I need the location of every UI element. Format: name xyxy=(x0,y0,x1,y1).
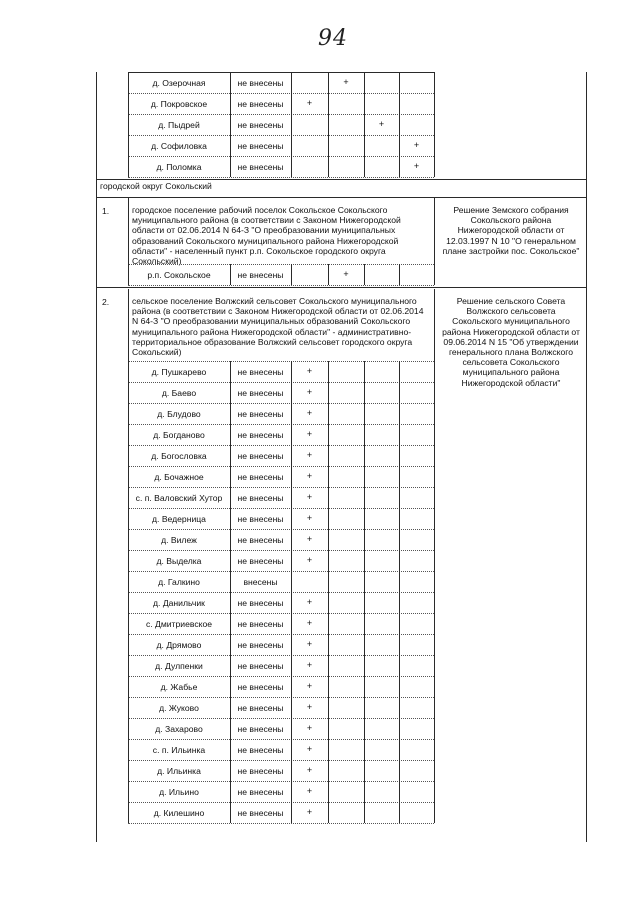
settlement-name: д. Дулпенки xyxy=(155,660,203,671)
table-border xyxy=(128,403,434,404)
mark-plus: + xyxy=(306,806,313,817)
status-value: не внесены xyxy=(237,269,284,280)
settlement-name: д. Пушкарево xyxy=(151,366,207,377)
settlement-name: д. Покровское xyxy=(150,98,208,109)
table-border xyxy=(230,72,231,177)
table-border xyxy=(128,802,434,803)
status-value: не внесены xyxy=(237,744,284,755)
table-border xyxy=(328,72,329,177)
status-value: не внесены xyxy=(237,492,284,503)
mark-plus: + xyxy=(306,701,313,712)
entry-decision: Решение сельского Совета Волжского сельсовета Сокольского муниципального района Нижегородской области от 09.06.2014 N 15 "Об утверждении генерального плана Волжского сельсовета Сокольского муниципального района Нижегородской области" xyxy=(442,296,580,388)
settlement-name: д. Озерочная xyxy=(152,77,206,88)
table-border xyxy=(328,361,329,823)
status-value: не внесены xyxy=(237,639,284,650)
mark-plus: + xyxy=(306,512,313,523)
status-value: не внесены xyxy=(237,534,284,545)
table-border xyxy=(128,72,434,73)
table-border xyxy=(230,361,231,823)
mark-plus: + xyxy=(306,533,313,544)
table-border xyxy=(434,198,435,285)
mark-plus: + xyxy=(306,680,313,691)
mark-plus: + xyxy=(306,659,313,670)
table-border xyxy=(128,760,434,761)
table-border xyxy=(128,382,434,383)
status-value: не внесены xyxy=(237,98,284,109)
settlement-name: р.п. Сокольское xyxy=(147,269,211,280)
table-border xyxy=(96,72,97,842)
table-border xyxy=(399,361,400,823)
settlement-name: д. Выделка xyxy=(156,555,202,566)
table-border xyxy=(291,361,292,823)
table-border xyxy=(230,264,231,285)
status-value: не внесены xyxy=(237,429,284,440)
mark-plus: + xyxy=(306,638,313,649)
table-border xyxy=(128,156,434,157)
table-border xyxy=(128,823,434,824)
settlement-name: д. Жабье xyxy=(160,681,198,692)
status-value: не внесены xyxy=(237,555,284,566)
mark-plus: + xyxy=(413,160,420,171)
table-border xyxy=(128,177,434,178)
settlement-name: д. Пыдрей xyxy=(158,119,200,130)
mark-plus: + xyxy=(306,386,313,397)
table-border xyxy=(128,571,434,572)
table-border xyxy=(128,72,129,177)
table-border xyxy=(96,179,586,180)
status-value: не внесены xyxy=(237,119,284,130)
table-border xyxy=(128,655,434,656)
mark-plus: + xyxy=(306,743,313,754)
mark-plus: + xyxy=(343,76,349,87)
table-border xyxy=(328,264,329,285)
status-value: не внесены xyxy=(237,77,284,88)
settlement-name: д. Ведерница xyxy=(152,513,206,524)
mark-plus: + xyxy=(306,365,313,376)
status-value: не внесены xyxy=(237,408,284,419)
table-border xyxy=(291,72,292,177)
table-border xyxy=(399,264,400,285)
table-border xyxy=(364,264,365,285)
table-border xyxy=(291,264,292,285)
table-border xyxy=(128,739,434,740)
status-value: не внесены xyxy=(237,786,284,797)
entry-decision: Решение Земского собрания Сокольского района Нижегородской области от 12.03.1997 N 10 "О генеральном плане застройки пос. Сокольское" xyxy=(442,205,580,256)
settlement-name: д. Блудово xyxy=(157,408,201,419)
mark-plus: + xyxy=(413,139,420,150)
mark-plus: + xyxy=(343,268,349,279)
settlement-name: д. Дрямово xyxy=(156,639,202,650)
table-border xyxy=(128,466,434,467)
settlement-name: д. Захарово xyxy=(155,723,203,734)
status-value: не внесены xyxy=(237,723,284,734)
mark-plus: + xyxy=(306,596,313,607)
page-number: 94 xyxy=(318,26,348,51)
table-border xyxy=(96,287,586,288)
mark-plus: + xyxy=(306,470,313,481)
status-value: не внесены xyxy=(237,513,284,524)
settlement-name: д. Софиловка xyxy=(151,140,207,151)
status-value: не внесены xyxy=(237,366,284,377)
table-border xyxy=(128,264,434,265)
settlement-name: д. Ильино xyxy=(159,786,199,797)
mark-plus: + xyxy=(306,722,313,733)
table-border xyxy=(434,289,435,823)
table-border xyxy=(128,198,129,285)
mark-plus: + xyxy=(306,554,313,565)
table-border xyxy=(128,508,434,509)
settlement-name: с. п. Ильинка xyxy=(152,744,206,755)
table-border xyxy=(128,529,434,530)
table-border xyxy=(128,676,434,677)
mark-plus: + xyxy=(306,449,313,460)
table-border xyxy=(128,424,434,425)
entry-number: 1. xyxy=(102,206,110,216)
settlement-name: д. Галкино xyxy=(158,576,200,587)
mark-plus: + xyxy=(306,617,313,628)
status-value: не внесены xyxy=(237,387,284,398)
settlement-name: д. Вилеж xyxy=(161,534,197,545)
table-border xyxy=(128,114,434,115)
entry-number: 2. xyxy=(102,297,110,307)
settlement-name: с. п. Валовский Хутор xyxy=(135,492,223,503)
settlement-name: д. Бочажное xyxy=(154,471,204,482)
table-border xyxy=(434,72,435,177)
settlement-name: д. Килешино xyxy=(153,807,205,818)
status-value: не внесены xyxy=(237,161,284,172)
table-border xyxy=(128,718,434,719)
table-border xyxy=(128,289,129,823)
status-value: не внесены xyxy=(237,807,284,818)
table-border xyxy=(128,487,434,488)
settlement-name: д. Богословка xyxy=(151,450,207,461)
table-border xyxy=(586,72,587,842)
mark-plus: + xyxy=(306,785,313,796)
mark-plus: + xyxy=(306,764,313,775)
status-value: внесены xyxy=(243,576,278,587)
mark-plus: + xyxy=(378,118,385,129)
entry-description: городское поселение рабочий поселок Сокольское Сокольского муниципального района (в соответствии с Законом Нижегородской области от 02.06.2014 N 64-З "О преобразовании муниципальных образований Сокольского муниципального района Нижегородской области" - населенный пункт р.п. Сокольское городского округа Сокольский) xyxy=(132,205,401,267)
status-value: не внесены xyxy=(237,471,284,482)
table-border xyxy=(399,72,400,177)
table-border xyxy=(128,634,434,635)
table-border xyxy=(364,361,365,823)
settlement-name: д. Ильинка xyxy=(157,765,201,776)
table-border xyxy=(364,72,365,177)
status-value: не внесены xyxy=(237,140,284,151)
status-value: не внесены xyxy=(237,597,284,608)
status-value: не внесены xyxy=(237,702,284,713)
table-border xyxy=(128,592,434,593)
mark-plus: + xyxy=(306,407,313,418)
settlement-name: д. Богданово xyxy=(153,429,205,440)
settlement-name: с. Дмитриевское xyxy=(145,618,213,629)
table-border xyxy=(128,361,434,362)
mark-plus: + xyxy=(306,97,313,108)
status-value: не внесены xyxy=(237,765,284,776)
mark-plus: + xyxy=(306,491,313,502)
settlement-name: д. Поломка xyxy=(156,161,202,172)
table-border xyxy=(128,550,434,551)
status-value: не внесены xyxy=(237,450,284,461)
settlement-name: д. Данильчик xyxy=(153,597,205,608)
mark-plus: + xyxy=(306,428,313,439)
settlement-name: д. Баево xyxy=(161,387,197,398)
table-border xyxy=(128,445,434,446)
table-border xyxy=(128,93,434,94)
table-border xyxy=(128,697,434,698)
status-value: не внесены xyxy=(237,681,284,692)
settlement-name: д. Жуково xyxy=(159,702,199,713)
table-border xyxy=(128,135,434,136)
table-border xyxy=(128,613,434,614)
status-value: не внесены xyxy=(237,660,284,671)
table-border xyxy=(96,197,586,198)
table-border xyxy=(128,781,434,782)
status-value: не внесены xyxy=(237,618,284,629)
table-border xyxy=(128,285,434,286)
entry-description: сельское поселение Волжский сельсовет Сокольского муниципального района (в соответствии с Законом Нижегородской области от 02.06.2014 N 64-З "О преобразовании муниципальных образований Сокольского муниципального района Нижегородской области" - административно-территориальное образование Волжский сельсовет городского округа Сокольский) xyxy=(132,296,424,358)
section-header: городской округ Сокольский xyxy=(100,181,212,191)
